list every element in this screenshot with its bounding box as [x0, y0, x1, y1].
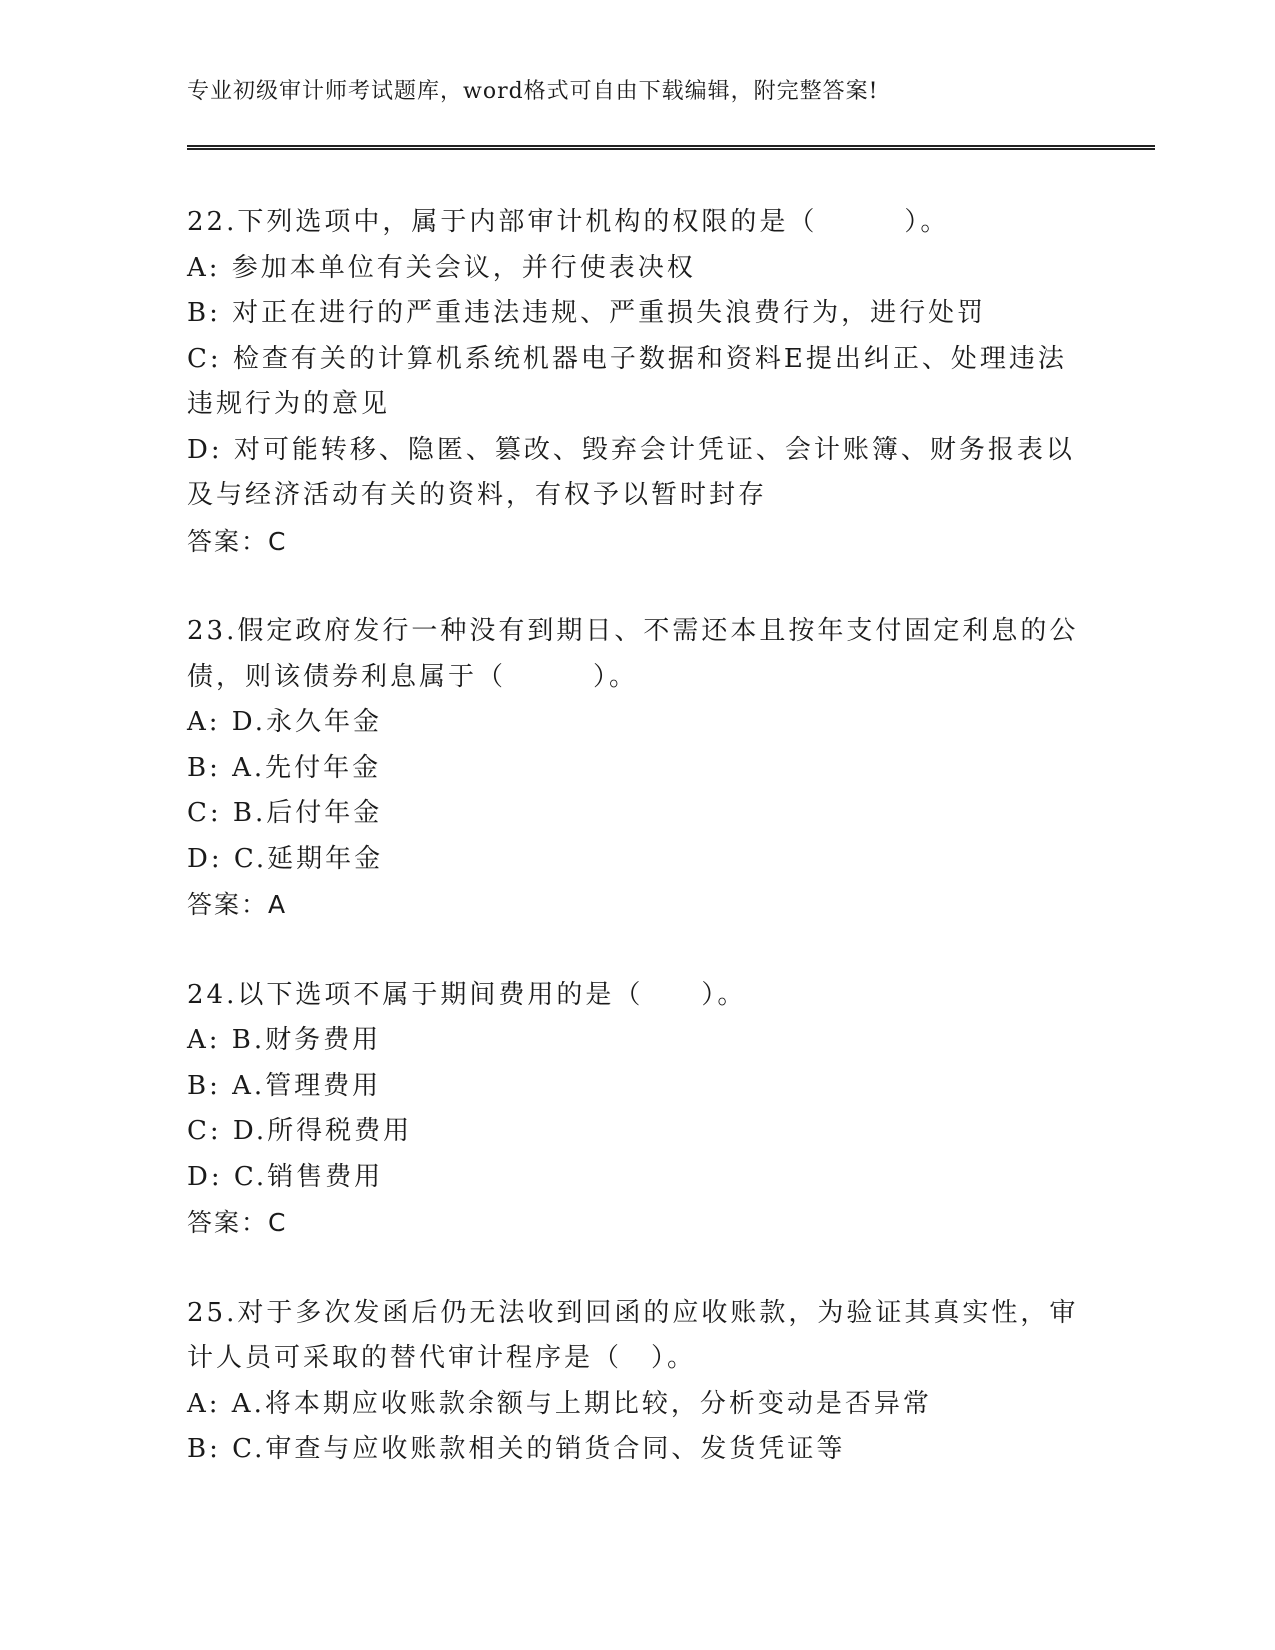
option-c: C: B.后付年金 — [187, 798, 383, 828]
header-divider — [187, 145, 1155, 150]
option-a: A: 参加本单位有关会议，并行使表决权 — [187, 252, 696, 283]
question-stem: 23.假定政府发行一种没有到期日、不需还本且按年支付固定利息的公债，则该债券利息属于（ ）。 — [187, 616, 1079, 692]
question-24 — [187, 973, 1087, 1246]
option-b: B: A.管理费用 — [187, 1070, 382, 1101]
option-b: B: 对正在进行的严重违法违规、严重损失浪费行为，进行处罚 — [187, 298, 987, 328]
answer-line: 答案：C — [187, 526, 288, 556]
question-23 — [187, 609, 1087, 928]
page-header: 专业初级审计师考试题库，word格式可自由下载编辑，附完整答案! — [187, 79, 879, 104]
option-c: C: D.所得税费用 — [187, 1116, 413, 1146]
question-stem: 22.下列选项中，属于内部审计机构的权限的是（ ）。 — [187, 207, 950, 237]
question-stem: 24.以下选项不属于期间费用的是（ ）。 — [187, 979, 747, 1010]
option-d: D: 对可能转移、隐匿、篡改、毁弃会计凭证、会计账簿、财务报表以及与经济活动有关的资料，有权予以暂时封存 — [187, 434, 1075, 510]
option-c: C: 检查有关的计算机系统机器电子数据和资料E提出纠正、处理违法违规行为的意见 — [187, 343, 1067, 419]
question-stem: 25.对于多次发函后仍无法收到回函的应收账款，为验证其真实性，审计人员可采取的替代审计程序是（ ）。 — [187, 1297, 1079, 1373]
option-a: A: A.将本期应收账款余额与上期比较，分析变动是否异常 — [187, 1388, 932, 1419]
option-b: B: C.审查与应收账款相关的销货合同、发货凭证等 — [187, 1434, 846, 1464]
option-a: A: D.永久年金 — [187, 707, 382, 737]
question-25 — [187, 1291, 1087, 1473]
question-list — [187, 200, 1087, 1518]
option-d: D: C.销售费用 — [187, 1161, 384, 1192]
answer-line: 答案：C — [187, 1208, 288, 1237]
option-a: A: B.财务费用 — [187, 1025, 382, 1055]
answer-line: 答案：A — [187, 890, 288, 919]
option-d: D: C.延期年金 — [187, 843, 384, 874]
option-b: B: A.先付年金 — [187, 752, 382, 783]
question-22 — [187, 200, 1087, 564]
